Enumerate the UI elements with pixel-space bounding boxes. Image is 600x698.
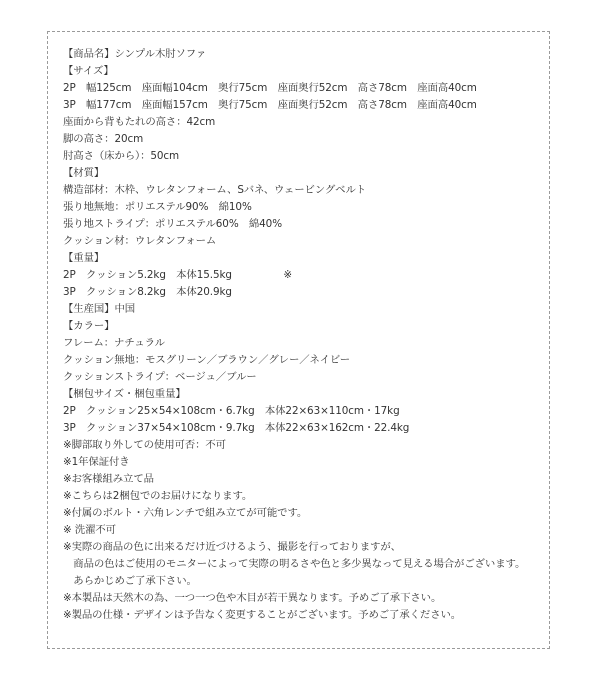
spec-line: 3P クッション8.2kg 本体20.9kg — [63, 286, 232, 298]
spec-line: 【カラー】 — [63, 320, 115, 332]
spec-line: 張り地ストライプ：ポリエステル60% 綿40% — [63, 218, 282, 230]
spec-line: クッションストライプ：ベージュ／ブルー — [63, 371, 257, 383]
spec-line: 【商品名】シンプル木肘ソファ — [63, 48, 207, 60]
spec-line: 3P クッション37×54×108cm・9.7kg 本体22×63×162cm・22.4kg — [63, 422, 410, 434]
spec-line: ※お客様組み立て品 — [63, 473, 154, 485]
spec-line: 構造部材：木枠、ウレタンフォーム、Sバネ、ウェービングベルト — [63, 184, 367, 196]
spec-line: 脚の高さ：20cm — [63, 133, 144, 145]
spec-lines — [63, 46, 543, 624]
spec-line: ※本製品は天然木の為、一つ一つ色や木目が若干異なります。予めご了承下さい。 — [63, 592, 442, 604]
spec-line: 2P 幅125cm 座面幅104cm 奥行75cm 座面奥行52cm 高さ78cm 座面高40cm — [63, 82, 477, 94]
spec-line: ※1年保証付き — [63, 456, 130, 468]
spec-line: 3P 幅177cm 座面幅157cm 奥行75cm 座面奥行52cm 高さ78cm 座面高40cm — [63, 99, 477, 111]
spec-line: 【生産国】中国 — [63, 303, 136, 315]
spec-line: 【梱包サイズ・梱包重量】 — [63, 388, 186, 400]
spec-line: ※実際の商品の色に出来るだけ近づけるよう、撮影を行っておりますが、 — [63, 541, 401, 553]
spec-line: 肘高さ（床から）：50cm — [63, 150, 180, 162]
spec-line: ※製品の仕様・デザインは予告なく変更することがございます。予めご了承ください。 — [63, 609, 462, 621]
spec-line: クッション材：ウレタンフォーム — [63, 235, 217, 247]
spec-line: ※こちらは2梱包でのお届けになります。 — [63, 490, 253, 502]
spec-line: 2P クッション25×54×108cm・6.7kg 本体22×63×110cm・17kg — [63, 405, 400, 417]
spec-line: あらかじめご了承下さい。 — [63, 575, 197, 587]
spec-line: ※ 洗濯不可 — [63, 524, 116, 536]
spec-line: 【材質】 — [63, 167, 105, 179]
spec-line: 【重量】 — [63, 252, 105, 264]
spec-line: 2P クッション5.2kg 本体15.5kg ※ — [63, 269, 292, 281]
spec-line: クッション無地：モスグリーン／ブラウン／グレー／ネイビー — [63, 354, 351, 366]
spec-line: 商品の色はご使用のモニターによって実際の明るさや色と多少異なって見える場合がございます。 — [63, 558, 526, 570]
spec-line: フレーム：ナチュラル — [63, 337, 165, 349]
spec-line: 座面から背もたれの高さ：42cm — [63, 116, 216, 128]
spec-line: ※付属のボルト・六角レンチで組み立てが可能です。 — [63, 507, 308, 519]
spec-line: 張り地無地：ポリエステル90% 綿10% — [63, 201, 252, 213]
spec-line: ※脚部取り外しての使用可否：不可 — [63, 439, 226, 451]
spec-line: 【サイズ】 — [63, 65, 114, 77]
